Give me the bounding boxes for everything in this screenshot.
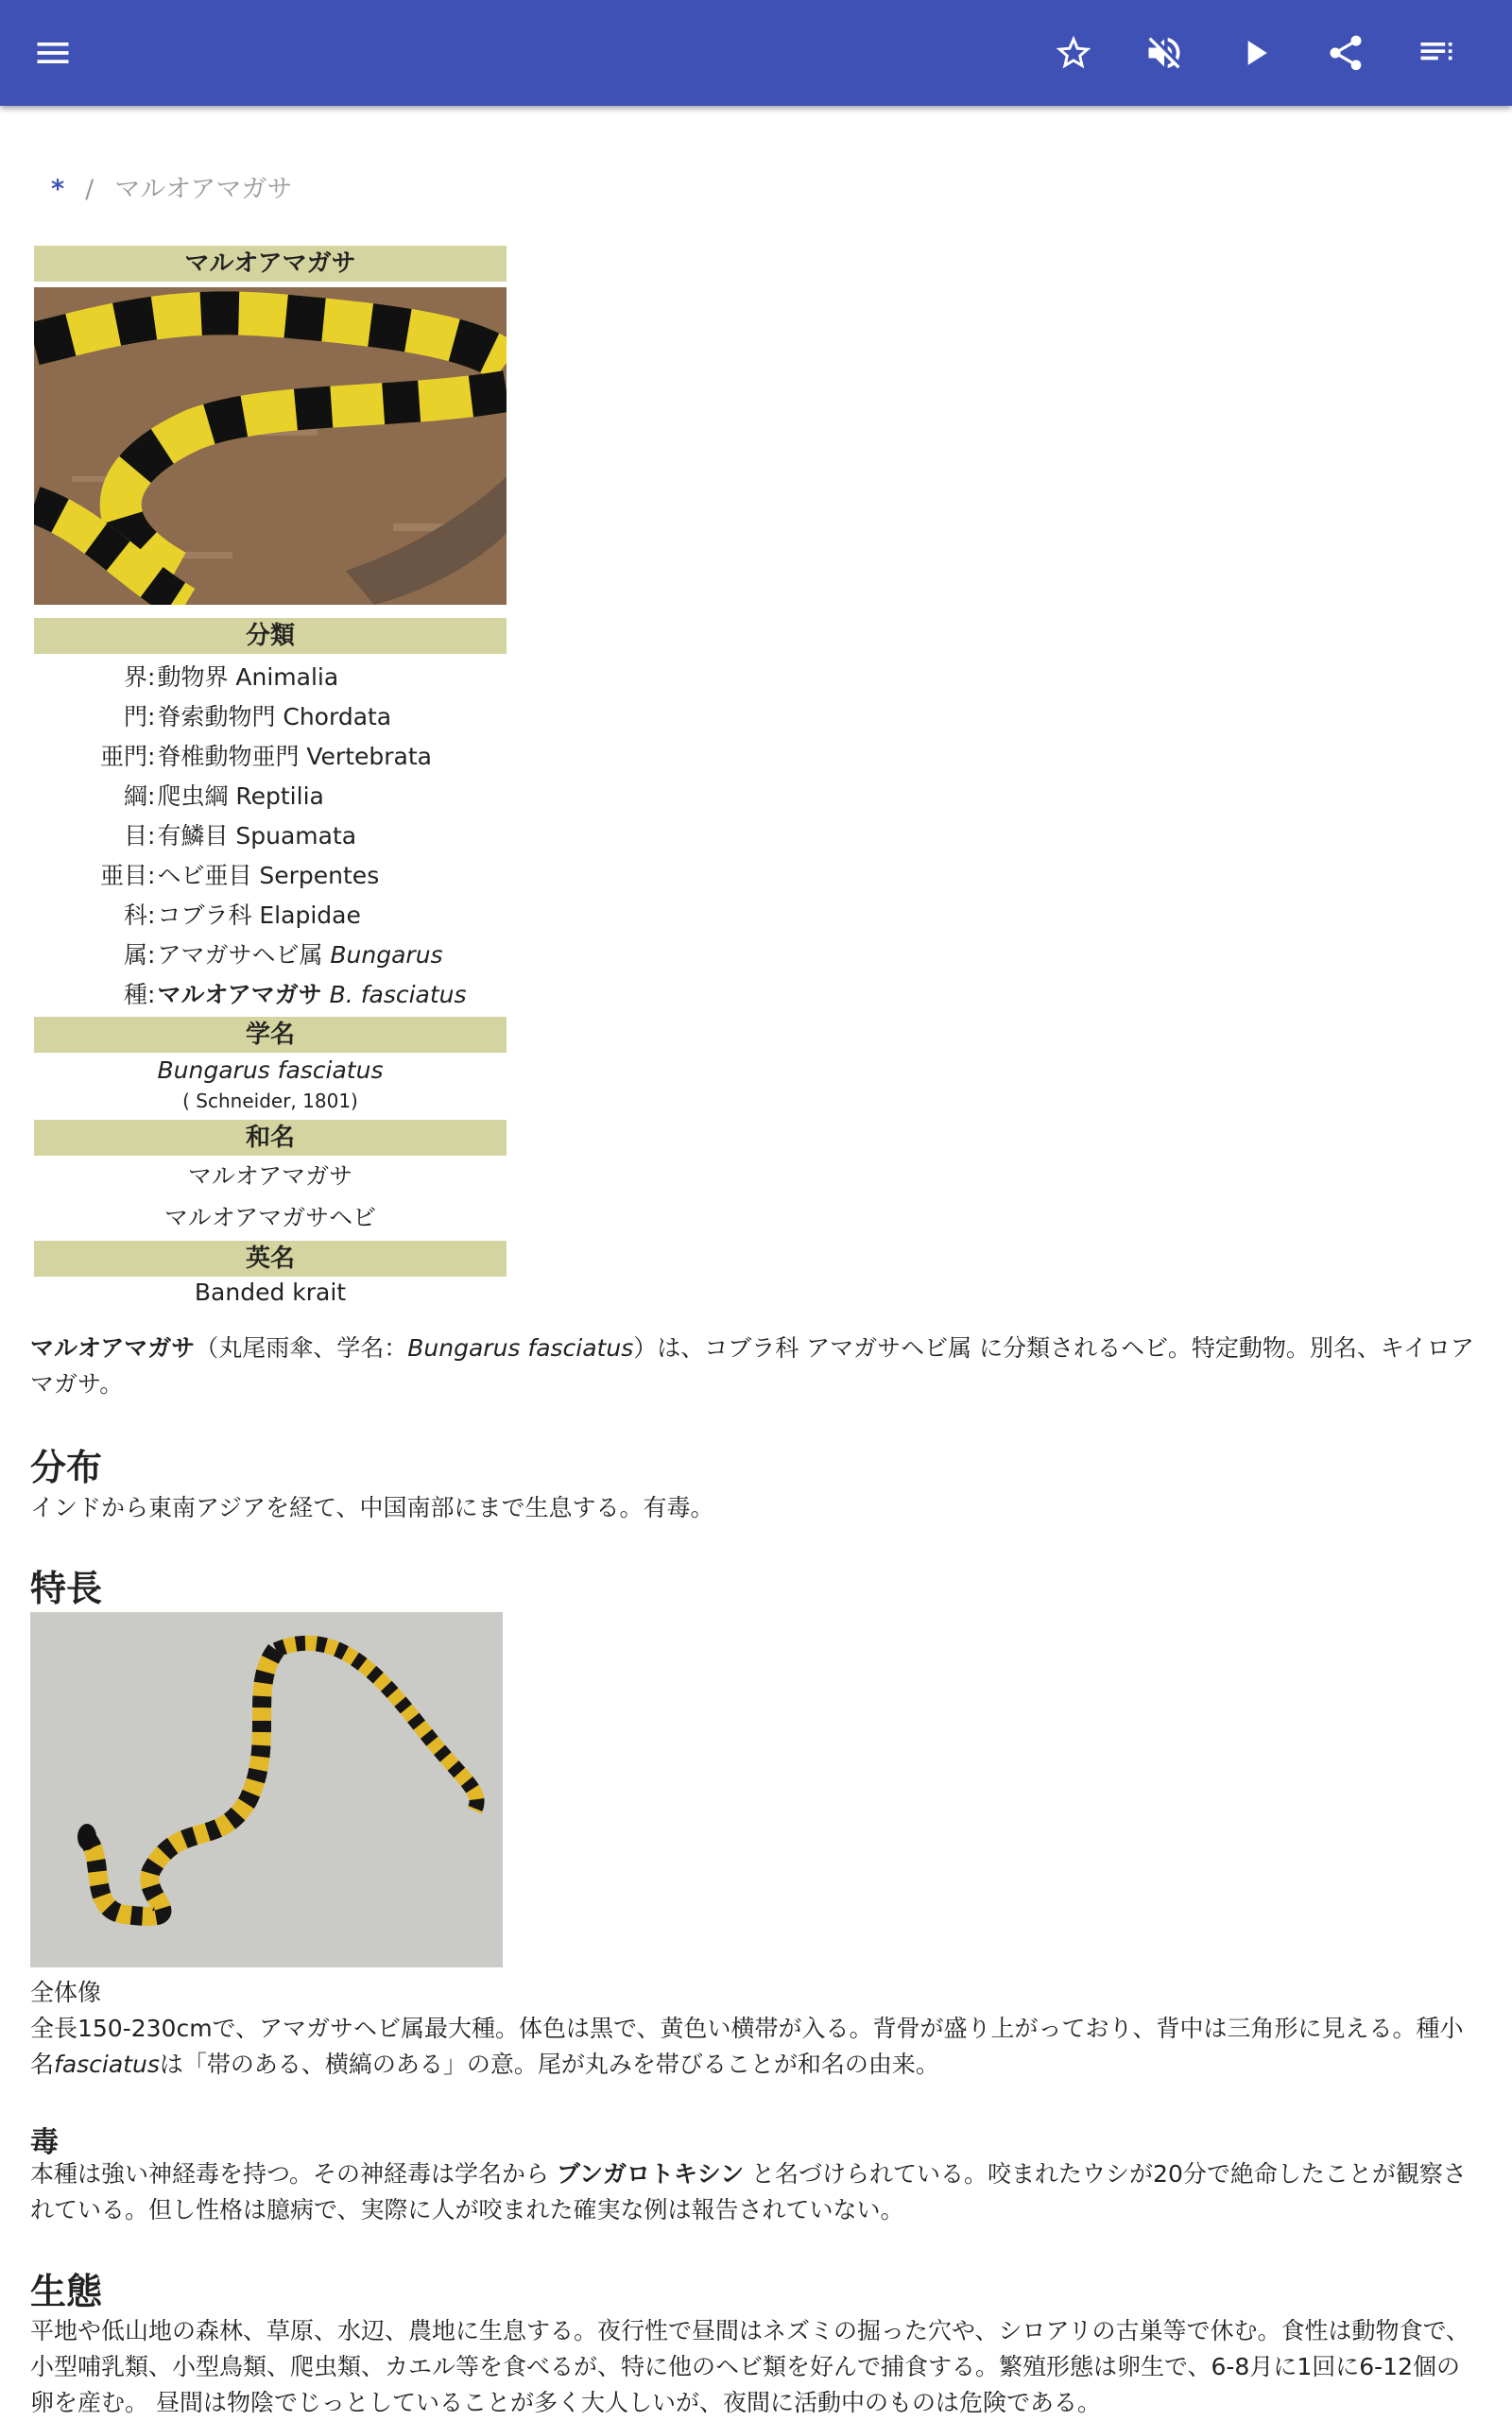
venom-text: と名づけられている。咬まれたウシが20分で絶命したことが観察されている。但し性格は臆病で、実際に人が咬まれた確実な例は報告されていない。 [30,2160,1467,2224]
species-latin: B. fasciatus [329,981,467,1008]
genus-link[interactable]: アマガサヘビ属 [157,941,323,969]
taxonomy-rank: 科 [123,901,147,929]
section-heading-ecology: 生態 [30,2271,103,2312]
taxonomy-row: 科 : コブラ科 Elapidae [34,896,507,936]
taxonomy-value: ヘビ亜目 Serpentes [157,862,380,889]
volume-off-icon [1143,32,1185,74]
intro-latin: Bungarus fasciatus [407,1334,634,1362]
taxobox-snake-photo[interactable] [34,287,507,605]
intro-text: ）は、コブラ科 アマガサヘビ属 に分類されるヘビ。特定動物。別名、キイロアマガサ。 [30,1334,1474,1398]
japanese-name: マルオアマガサ [187,1162,353,1190]
english-name-header: 英名 [34,1241,507,1277]
photo-caption: 全体像 [30,1979,102,2006]
taxonomy-row: 目 : 有鱗目 Spuamata [34,816,507,856]
english-name: Banded krait [194,1279,347,1306]
venom-paragraph [30,2156,1482,2228]
intro-paragraph [30,1331,1482,1402]
japanese-name: マルオアマガサヘビ [163,1204,377,1231]
intro-title: マルオアマガサ [30,1334,196,1362]
taxonomy-rank: 綱 [123,782,147,810]
intro-text: （丸尾雨傘、学名： [195,1334,408,1362]
taxonomy-value: 爬虫綱 Reptilia [157,782,324,810]
taxonomy-rank: 種 [123,981,147,1008]
taxonomy-row: 種 : マルオアマガサ B. fasciatus [34,975,507,1015]
taxonomy-rank: 属 [123,941,147,969]
app-bar [0,0,1512,106]
genus-latin: Bungarus [330,941,443,969]
section-heading-features: 特長 [30,1568,103,1609]
playlist-icon [1416,32,1457,74]
taxonomy-row: 綱 : 爬虫綱 Reptilia [34,777,507,816]
taxobox-title: マルオアマガサ [34,246,507,282]
section-heading-distribution: 分布 [30,1447,103,1488]
japanese-name-header: 和名 [34,1120,507,1156]
taxonomy-value: 脊椎動物亜門 Vertebrata [157,743,432,770]
ecology-paragraph: 平地や低山地の森林、草原、水辺、農地に生息する。夜行性で昼間はネズミの掘った穴や、シロアリの古巣等で休む。食性は動物食で、小型哺乳類、小型鳥類、爬虫類、カエル等を食べるが、特に他のヘビ類を好んで捕食する。繁殖形態は卵生で、6-8月に1回に6-12個の卵を産む。 昼間は物陰でじっとしていることが多く大人しいが、夜間に活動中のものは危険である。 [30,2317,1470,2416]
taxonomy-table [34,654,507,1015]
sci-name: Bungarus fasciatus [157,1056,384,1084]
bungarotoxin-term: ブンガロトキシン [556,2160,745,2188]
distribution-paragraph: インドから東南アジアを経て、中国南部にまで生息する。有毒。 [30,1494,714,1521]
star-outline-icon [1053,32,1094,74]
taxonomy-row: 亜門 : 脊椎動物亜門 Vertebrata [34,737,507,777]
breadcrumb [51,168,292,205]
taxobox [34,246,507,1306]
breadcrumb-current: マルオアマガサ [114,175,293,204]
taxonomy-value: 有鱗目 Spuamata [157,822,357,850]
taxonomy-rank: 門 [123,703,147,730]
section-heading-venom: 毒 [30,2126,59,2159]
taxonomy-row: 門 : 脊索動物門 Chordata [34,697,507,737]
full-body-snake-photo[interactable] [30,1612,503,1967]
species-name: マルオアマガサ [157,981,322,1008]
hamburger-menu-icon [32,32,74,74]
play-button[interactable] [1225,23,1285,83]
share-button[interactable] [1315,23,1376,83]
mute-button[interactable] [1134,23,1194,83]
taxonomy-rank: 亜目 [99,862,147,889]
sci-name-header: 学名 [34,1017,507,1053]
taxonomy-rank: 目 [123,822,147,850]
contents-button[interactable] [1406,23,1467,83]
taxonomy-rank: 亜門 [99,743,147,770]
species-epithet: fasciatus [54,2051,160,2078]
taxonomy-row: 界 : 動物界 Animalia [34,658,507,697]
taxonomy-value: コブラ科 Elapidae [157,901,361,929]
features-text: は「帯のある、横縞のある」の意。尾が丸みを帯びることが和名の由来。 [159,2051,939,2078]
taxonomy-row: 亜目 : ヘビ亜目 Serpentes [34,856,507,896]
breadcrumb-separator: / [85,175,94,204]
menu-button[interactable] [23,23,83,83]
taxonomy-value: 動物界 Animalia [157,663,339,691]
sci-author: ( Schneider, 1801) [182,1090,358,1112]
bookmark-button[interactable] [1043,23,1104,83]
classification-header: 分類 [34,618,507,654]
play-icon [1234,32,1276,74]
share-icon [1325,32,1366,74]
breadcrumb-home-link[interactable]: * [51,175,65,204]
taxonomy-rank: 界 [123,663,147,691]
taxonomy-row: 属 : アマガサヘビ属 Bungarus [34,936,507,975]
features-text: 全長150-230cmで、アマガサヘビ属最大種。体色は黒で、黄色い横帯が入る。背骨が盛り上がっており、背中は三角形に見える。種小名 [30,2015,1464,2078]
features-paragraph [30,2011,1482,2083]
taxonomy-value: 脊索動物門 Chordata [157,703,392,730]
venom-text: 本種は強い神経毒を持つ。その神経毒は学名から [30,2160,557,2188]
